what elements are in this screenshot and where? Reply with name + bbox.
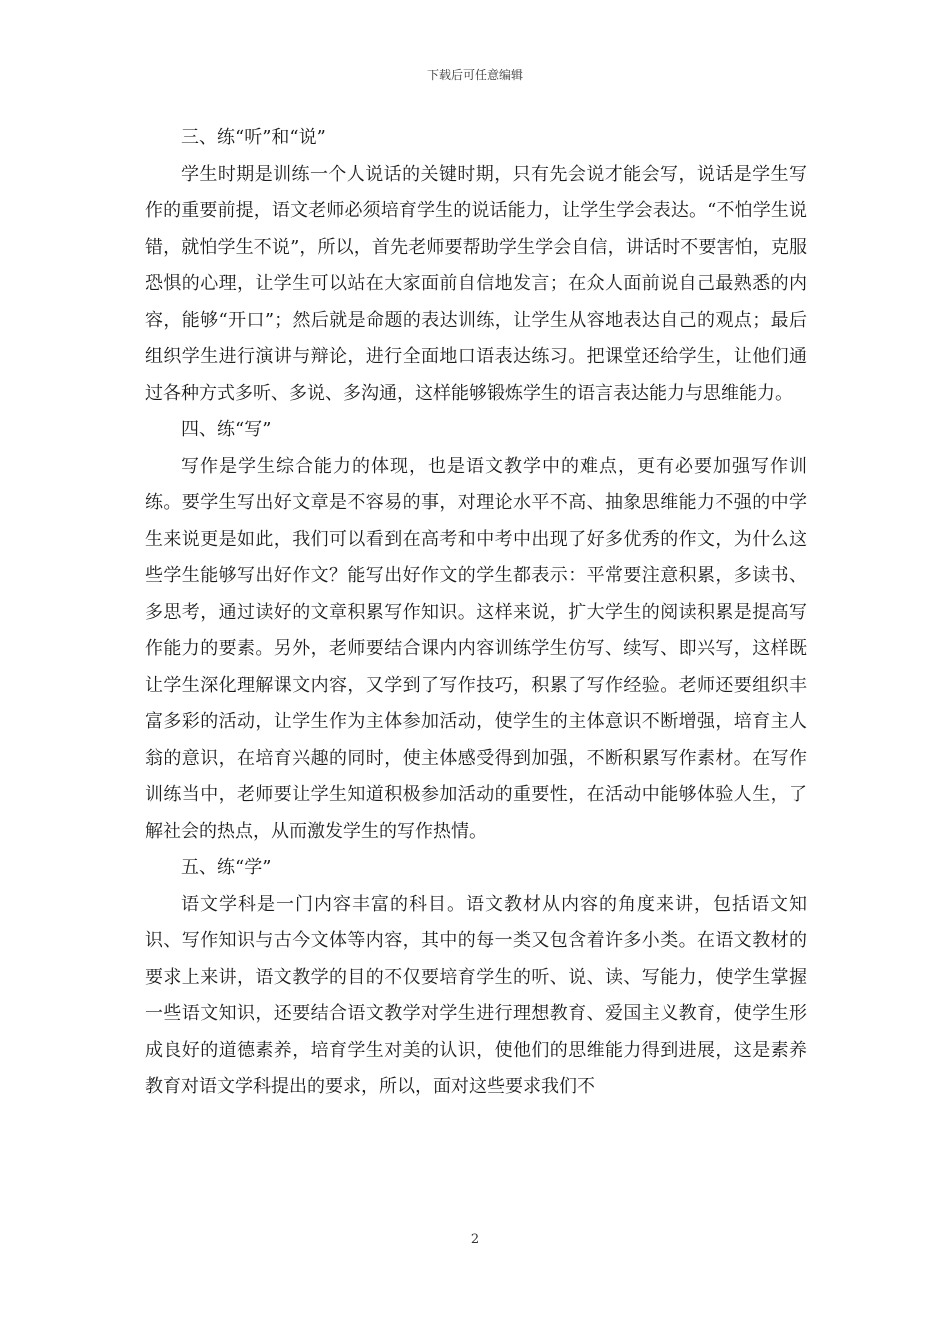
section-paragraph-learn: 语文学科是一门内容丰富的科目。语文教材从内容的角度来讲，包括语文知识、写作知识与古今文体等内容，其中的每一类又包含着许多小类。在语文教材的要求上来讲，语文教学的目的不仅要培育学生的听、说、读、写能力，使学生掌握一些语文知识，还要结合语文教学对学生进行理想教育、爱国主义教育，使学生形成良好的道德素养，培育学生对美的认识，使他们的思维能力得到进展，这是素养教育对语文学科提出的要求，所以，面对这些要求我们不 <box>145 893 807 1097</box>
document-body <box>145 120 807 1106</box>
page-header: 下载后可任意编辑 <box>426 68 523 82</box>
section-heading-write: 四、练“写” <box>181 419 272 440</box>
section-paragraph-listen-speak: 学生时期是训练一个人说话的关键时期，只有先会说才能会写，说话是学生写作的重要前提，语文老师必须培育学生的说话能力，让学生学会表达。“不怕学生说错，就怕学生不说”，所以，首先老师要帮助学生学会自信，讲话时不要害怕，克服恐惧的心理，让学生可以站在大家面前自信地发言；在众人面前说自己最熟悉的内容，能够“开口”；然后就是命题的表达训练，让学生从容地表达自己的观点；最后组织学生进行演讲与辩论，进行全面地口语表达练习。把课堂还给学生，让他们通过各种方式多听、多说、多沟通，这样能够锻炼学生的语言表达能力与思维能力。 <box>145 163 807 404</box>
section-heading-learn: 五、练“学” <box>181 857 272 878</box>
section-heading-listen-speak: 三、练“听”和“说” <box>181 127 326 148</box>
page-number: 2 <box>470 1232 480 1247</box>
section-paragraph-write: 写作是学生综合能力的体现，也是语文教学中的难点，更有必要加强写作训练。要学生写出好文章是不容易的事，对理论水平不高、抽象思维能力不强的中学生来说更是如此，我们可以看到在高考和中考中出现了好多优秀的作文，为什么这些学生能够写出好作文？能写出好作文的学生都表示：平常要注意积累，多读书、多思考，通过读好的文章积累写作知识。这样来说，扩大学生的阅读积累是提高写作能力的要素。另外，老师要结合课内内容训练学生仿写、续写、即兴写，这样既让学生深化理解课文内容，又学到了写作技巧，积累了写作经验。老师还要组织丰富多彩的活动，让学生作为主体参加活动，使学生的主体意识不断增强，培育主人翁的意识，在培育兴趣的同时，使主体感受得到加强，不断积累写作素材。在写作训练当中，老师要让学生知道积极参加活动的重要性，在活动中能够体验人生，了解社会的热点，从而激发学生的写作热情。 <box>145 455 807 842</box>
